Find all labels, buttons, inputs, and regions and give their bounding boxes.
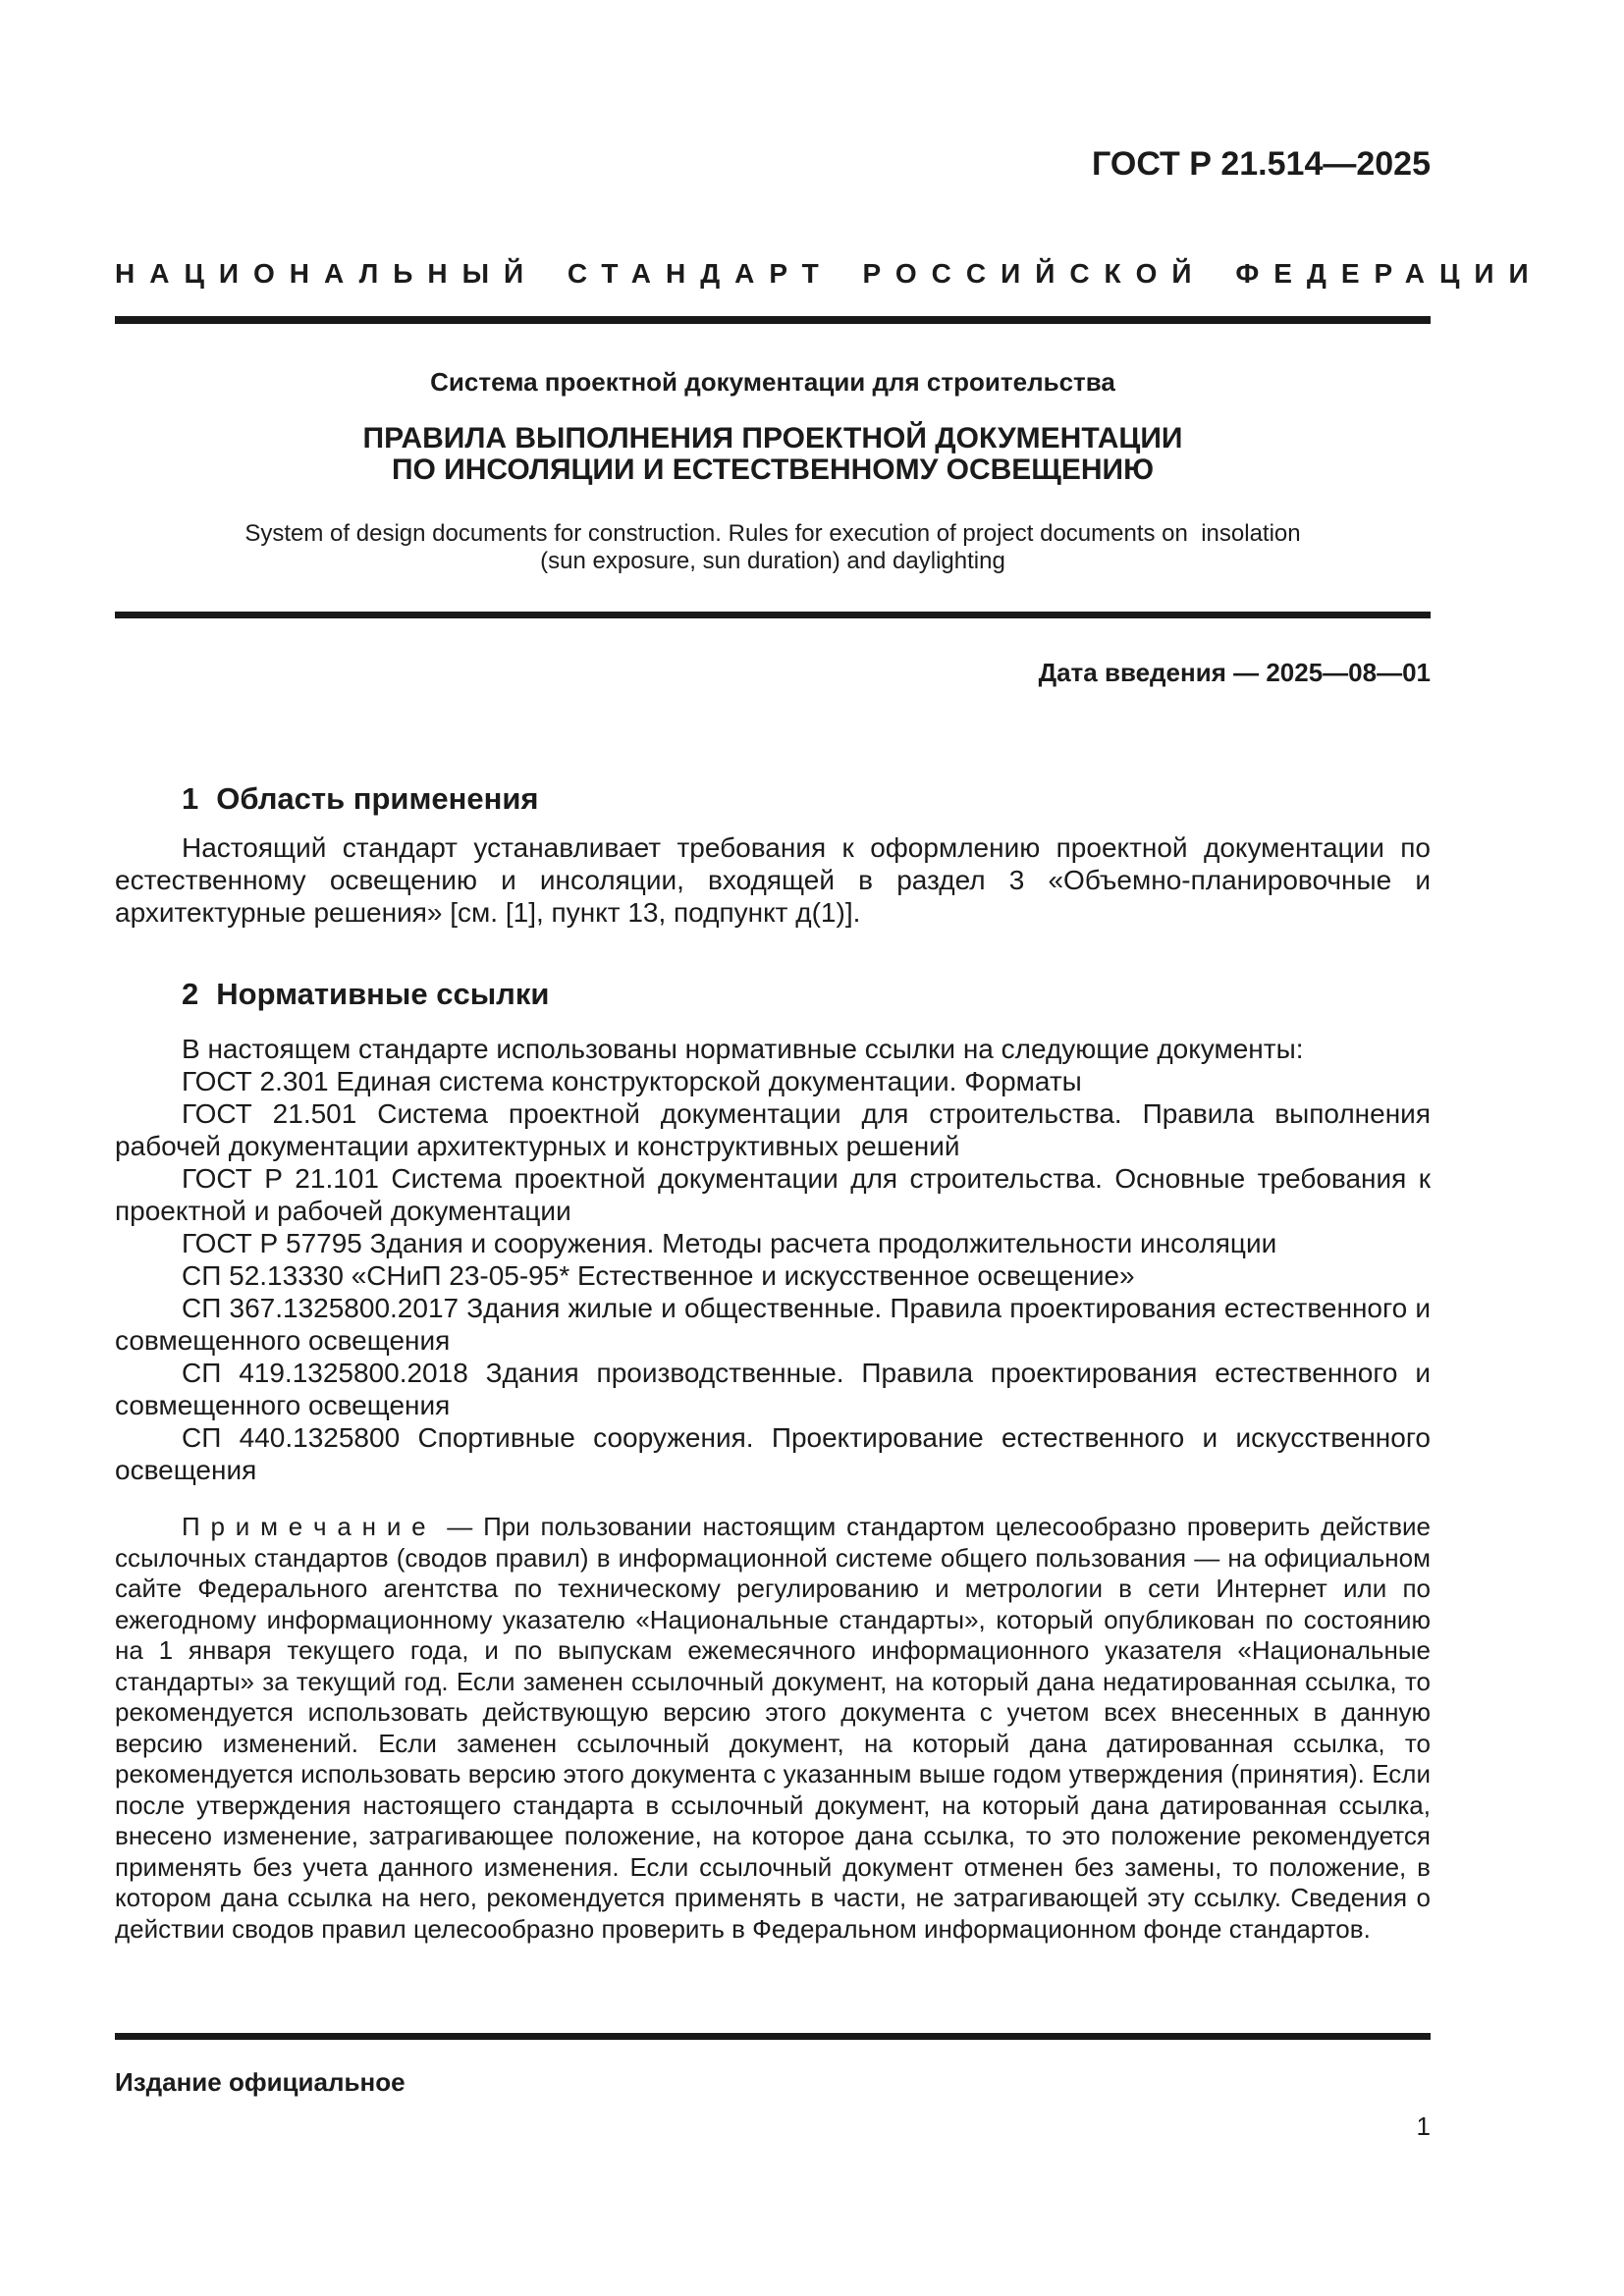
reference-item: СП 52.13330 «СНиП 23-05-95* Естественное и искусственное освещение» [182, 1260, 1135, 1291]
document-title [115, 423, 1431, 486]
divider-title [115, 612, 1431, 618]
document-title-en-line1: System of design documents for construction. Rules for execution of project documents on insolation [244, 520, 1301, 547]
section-2-intro: В настоящем стандарте использованы нормативные ссылки на следующие документы: [182, 1034, 1304, 1064]
reference-item: СП 419.1325800.2018 Здания производственные. Правила проектирования естественного и совмещенного освещения [115, 1358, 1431, 1420]
reference-item: ГОСТ 2.301 Единая система конструкторской документации. Форматы [182, 1066, 1082, 1096]
divider-top [115, 316, 1431, 324]
system-title: Система проектной документации для строительства [430, 367, 1115, 397]
note: П р и м е ч а н и е — При пользовании настоящим стандартом целесообразно проверить действие ссылочных стандартов (сводов правил) в информационной системе общего пользования — на официальном сайте Федерального агентства по техническому регулированию и метрологии в сети Интернет или по ежегодному информационному указателю «Национальные стандарты», который опубликован по состоянию на 1 января текущего года, и по выпускам ежемесячного информационного указателя «Национальные стандарты» за текущий год. Если заменен ссылочный документ, на который дана недатированная ссылка, то рекомендуется использовать действующую версию этого документа с учетом всех внесенных в данную версию изменений. Если заменен ссылочный документ, на который дана датированная ссылка, то рекомендуется использовать версию этого документа с указанным выше годом утверждения (принятия). Если после утверждения настоящего стандарта в ссылочный документ, на который дана датированная ссылка, внесено изменение, затрагивающее положение, на которое дана ссылка, то это положение рекомендуется применять без учета данного изменения. Если ссылочный документ отменен без замены, то положение, в котором дана ссылка на него, рекомендуется применять в части, не затрагивающей эту ссылку. Сведения о действии сводов правил целесообразно проверить в Федеральном информационном фонде стандартов. [115, 1512, 1431, 1944]
section-1-title: Область применения [216, 781, 539, 816]
edition-label: Издание официальное [115, 2067, 406, 2097]
section-2-title: Нормативные ссылки [216, 977, 550, 1011]
standard-type-banner: НАЦИОНАЛЬНЫЙ СТАНДАРТ РОССИЙСКОЙ ФЕДЕРАЦИИ [115, 258, 1543, 289]
section-2-number: 2 [182, 977, 199, 1011]
reference-item: СП 440.1325800 Спортивные сооружения. Проектирование естественного и искусственного освещения [115, 1422, 1431, 1485]
section-1-number: 1 [182, 781, 199, 816]
section-1-paragraph: Настоящий стандарт устанавливает требования к оформлению проектной документации по естественному освещению и инсоляции, входящей в раздел 3 «Объемно-планировочные и архитектурные решения» [см. [1], пункт 13, подпункт д(1)]. [115, 832, 1431, 928]
divider-footer [115, 2033, 1431, 2040]
document-title-en [115, 520, 1431, 575]
document-title-en-line2: (sun exposure, sun duration) and daylighting [540, 548, 1005, 574]
document-title-line2: ПО ИНСОЛЯЦИИ И ЕСТЕСТВЕННОМУ ОСВЕЩЕНИЮ [391, 454, 1155, 486]
reference-item: ГОСТ 21.501 Система проектной документации для строительства. Правила выполнения рабочей документации архитектурных и конструктивных решений [115, 1098, 1431, 1161]
doc-code: ГОСТ Р 21.514—2025 [1092, 145, 1431, 183]
effective-date: Дата введения — 2025—08—01 [1038, 658, 1431, 687]
section-2-heading [115, 977, 1431, 1012]
page-number: 1 [1416, 2111, 1431, 2141]
reference-item: СП 367.1325800.2017 Здания жилые и общественные. Правила проектирования естественного и совмещенного освещения [115, 1293, 1431, 1356]
reference-item: ГОСТ Р 57795 Здания и сооружения. Методы расчета продолжительности инсоляции [182, 1228, 1277, 1258]
section-1-heading [115, 781, 1431, 817]
document-title-line1: ПРАВИЛА ВЫПОЛНЕНИЯ ПРОЕКТНОЙ ДОКУМЕНТАЦИИ [362, 422, 1183, 454]
reference-item: ГОСТ Р 21.101 Система проектной документации для строительства. Основные требования к проектной и рабочей документации [115, 1163, 1431, 1226]
